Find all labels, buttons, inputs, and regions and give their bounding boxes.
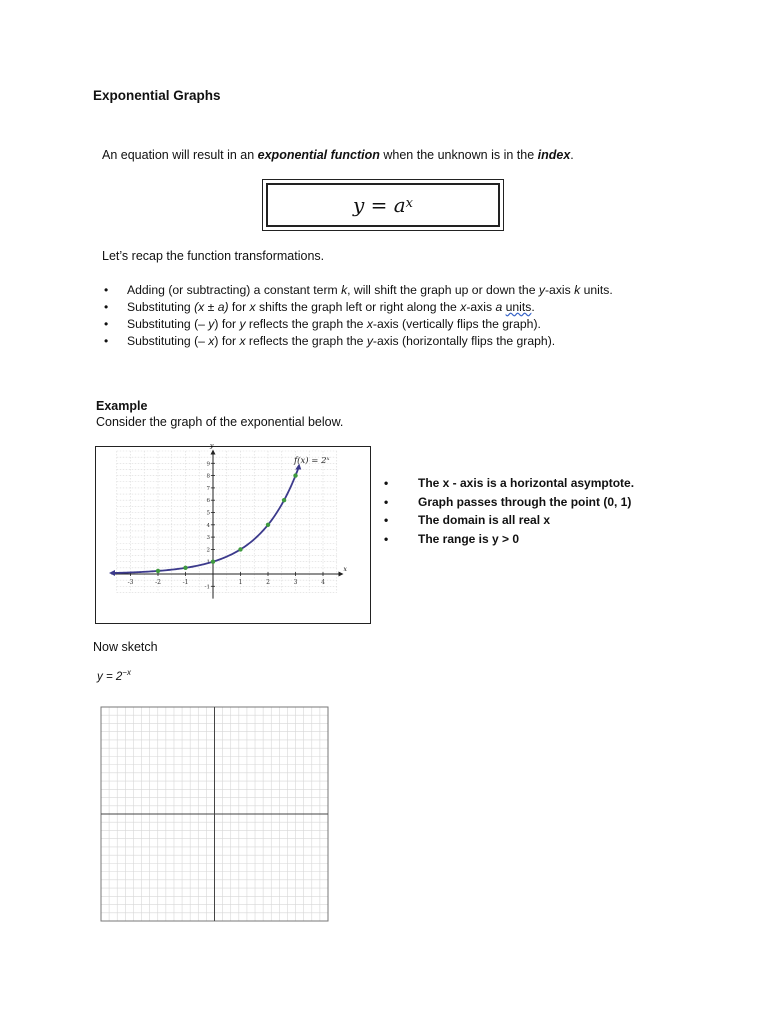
x-tick-label: 1 [238, 579, 243, 586]
curve-arrow-left [109, 570, 115, 576]
y-tick-label: 8 [206, 473, 210, 480]
data-point [183, 566, 187, 570]
list-item: • The domain is all real x [384, 513, 551, 527]
x-tick-label: 3 [293, 579, 298, 586]
sketch-equation: $y = 2^{-x}$ [97, 668, 131, 683]
y-axis-arrow [211, 449, 216, 454]
recap-text: Let’s recap the function transformations. [102, 249, 325, 263]
x-tick-label: -1 [182, 579, 189, 586]
formula: y = a $^x$ [266, 183, 500, 227]
data-point [293, 473, 297, 477]
example-graph-frame [95, 442, 371, 624]
page-title: Exponential Graphs [93, 88, 221, 103]
y-tick-label: 1 [206, 559, 210, 566]
grid-paper [100, 706, 329, 922]
y-tick-label: 7 [206, 485, 210, 492]
example-text: Consider the graph of the exponential below. [96, 415, 344, 429]
y-axis-label: y [210, 442, 214, 450]
function-label: f(x) = 2ˣ [294, 456, 330, 466]
intro-sentence: An equation will result in an exponential function when the unknown is in the index. [102, 148, 574, 162]
x-tick-label: 4 [321, 579, 325, 586]
data-point [266, 523, 270, 527]
y-tick-label: 4 [206, 522, 210, 529]
formula-box [262, 179, 504, 231]
transformation-list [104, 282, 613, 350]
graph-properties [384, 474, 634, 548]
list-item: • Adding (or subtracting) a constant term k, will shift the graph up or down the y-axis k units. [104, 283, 613, 297]
sketch-prompt: Now sketch [93, 640, 158, 654]
curve-line [114, 469, 298, 573]
data-point [211, 560, 215, 564]
x-axis-label: x [343, 566, 347, 573]
blank-sketch-grid[interactable] [100, 706, 329, 922]
y-tick-label: 6 [206, 498, 210, 505]
example-heading: Example [96, 399, 148, 413]
list-item: • Substituting (– x) for x reflects the graph the y-axis (horizontally flips the graph). [104, 334, 556, 348]
y-tick-label: 2 [206, 547, 210, 554]
y-tick-label: 9 [206, 461, 210, 468]
y-tick-label: -1 [204, 584, 210, 591]
x-tick-label: -2 [155, 579, 161, 586]
list-item: • The range is y > 0 [384, 531, 520, 546]
list-item: • Graph passes through the point (0, 1) [384, 494, 632, 509]
data-point [156, 569, 160, 573]
data-point [238, 547, 242, 551]
y-tick-label: 5 [206, 510, 210, 517]
x-tick-label: 2 [266, 579, 270, 586]
list-item: • Substituting (x ± a) for x shifts the graph left or right along the x-axis a units. [104, 300, 535, 314]
x-tick-label: -3 [127, 579, 134, 586]
list-item: • Substituting (– y) for y reflects the graph the x-axis (vertically flips the graph). [104, 317, 541, 331]
exponential-chart [96, 442, 370, 623]
data-point [282, 498, 286, 502]
list-item: • The x - axis is a horizontal asymptote. [384, 476, 635, 490]
y-tick-label: 3 [206, 535, 210, 542]
